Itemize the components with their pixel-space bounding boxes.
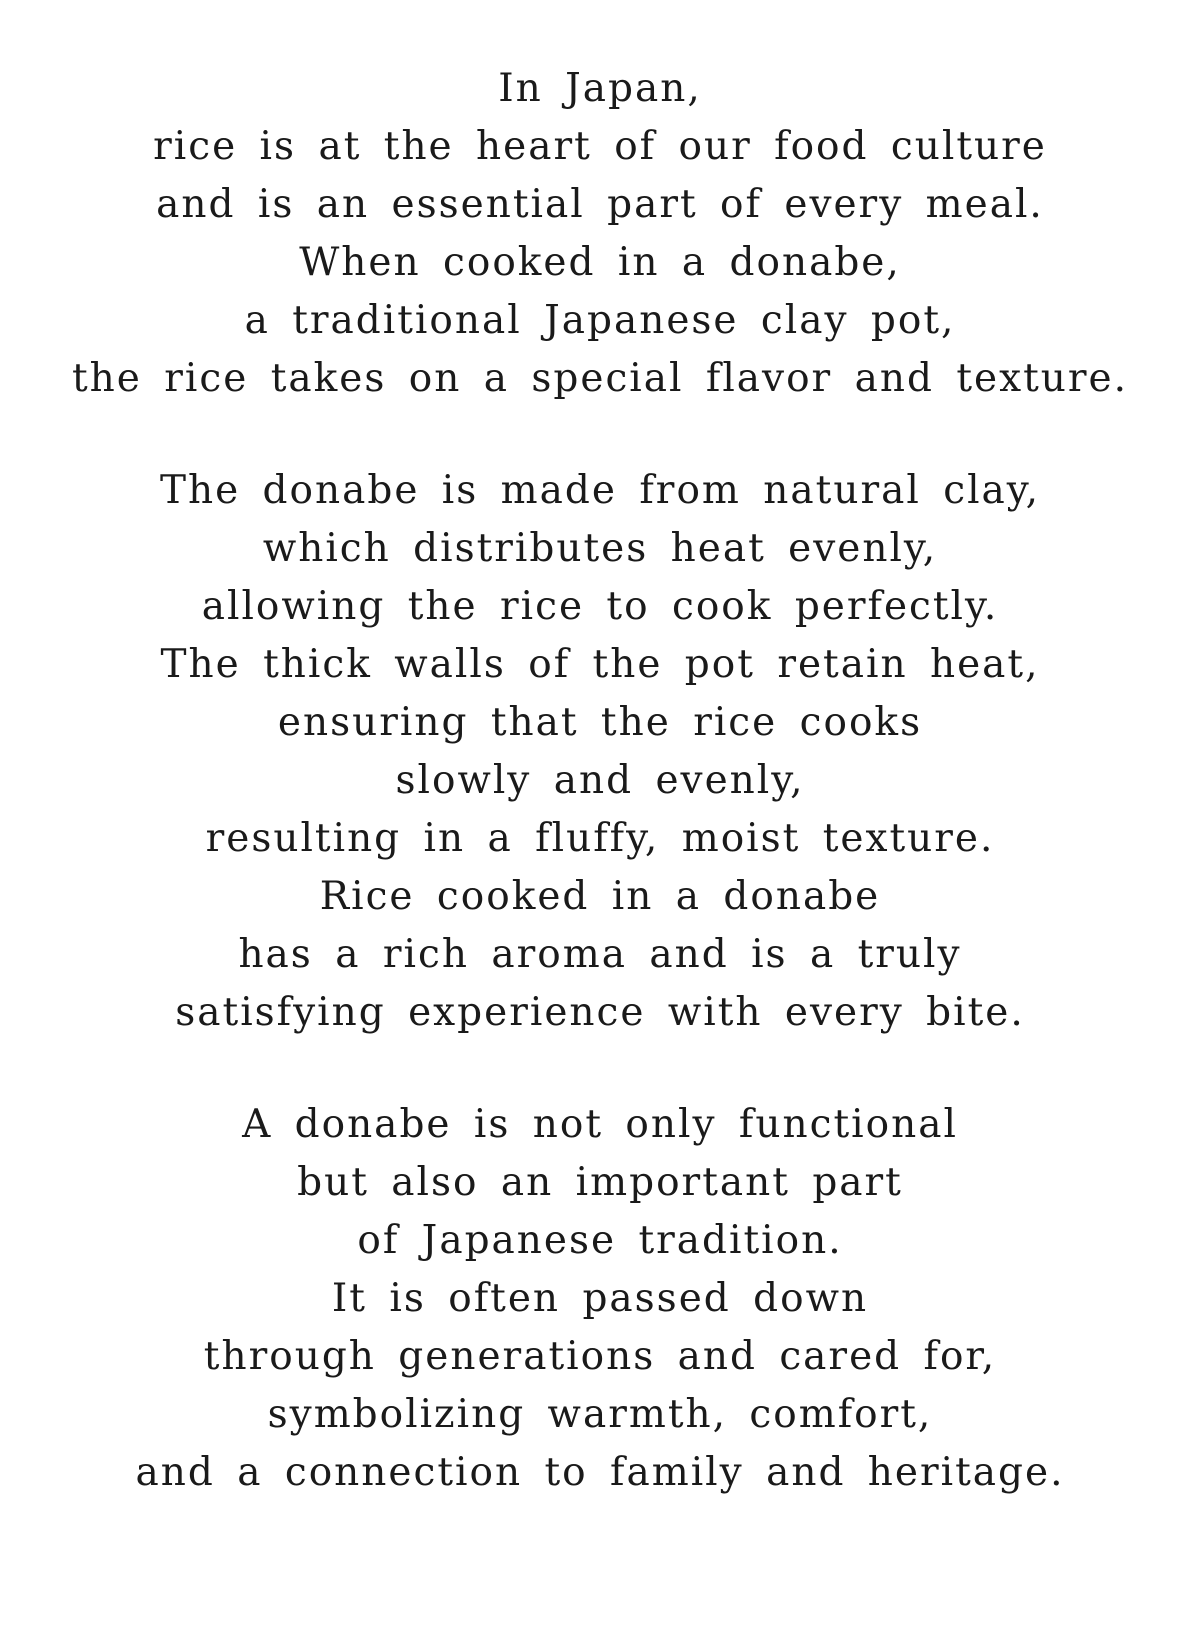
- stanza-donabe-clay: [0, 462, 1200, 1042]
- text-line: through generations and cared for,: [203, 1334, 997, 1379]
- text-line: a traditional Japanese clay pot,: [244, 298, 956, 343]
- text-line: slowly and evenly,: [395, 758, 805, 803]
- stanza-rice-culture: [0, 60, 1200, 408]
- text-line: has a rich aroma and is a truly: [238, 932, 962, 977]
- text-line: In Japan,: [498, 66, 702, 111]
- text-line: A donabe is not only functional: [242, 1102, 958, 1147]
- text-line: resulting in a fluffy, moist texture.: [205, 816, 995, 861]
- text-line: allowing the rice to cook perfectly.: [201, 584, 999, 629]
- text-line: When cooked in a donabe,: [299, 240, 901, 285]
- text-line: and is an essential part of every meal.: [156, 182, 1044, 227]
- text-line: ensuring that the rice cooks: [277, 700, 923, 745]
- text-line: and a connection to family and heritage.: [135, 1450, 1065, 1495]
- text-line: but also an important part: [297, 1160, 903, 1205]
- text-line: symbolizing warmth, comfort,: [267, 1392, 933, 1437]
- stanza-tradition: [0, 1096, 1200, 1502]
- text-line: The donabe is made from natural clay,: [159, 468, 1041, 513]
- text-line: the rice takes on a special flavor and texture.: [72, 356, 1128, 401]
- text-line: of Japanese tradition.: [357, 1218, 843, 1263]
- text-line: satisfying experience with every bite.: [175, 990, 1025, 1035]
- text-line: which distributes heat evenly,: [262, 526, 938, 571]
- text-line: rice is at the heart of our food culture: [153, 124, 1047, 169]
- text-line: The thick walls of the pot retain heat,: [160, 642, 1040, 687]
- text-line: Rice cooked in a donabe: [319, 874, 881, 919]
- text-line: It is often passed down: [331, 1276, 869, 1321]
